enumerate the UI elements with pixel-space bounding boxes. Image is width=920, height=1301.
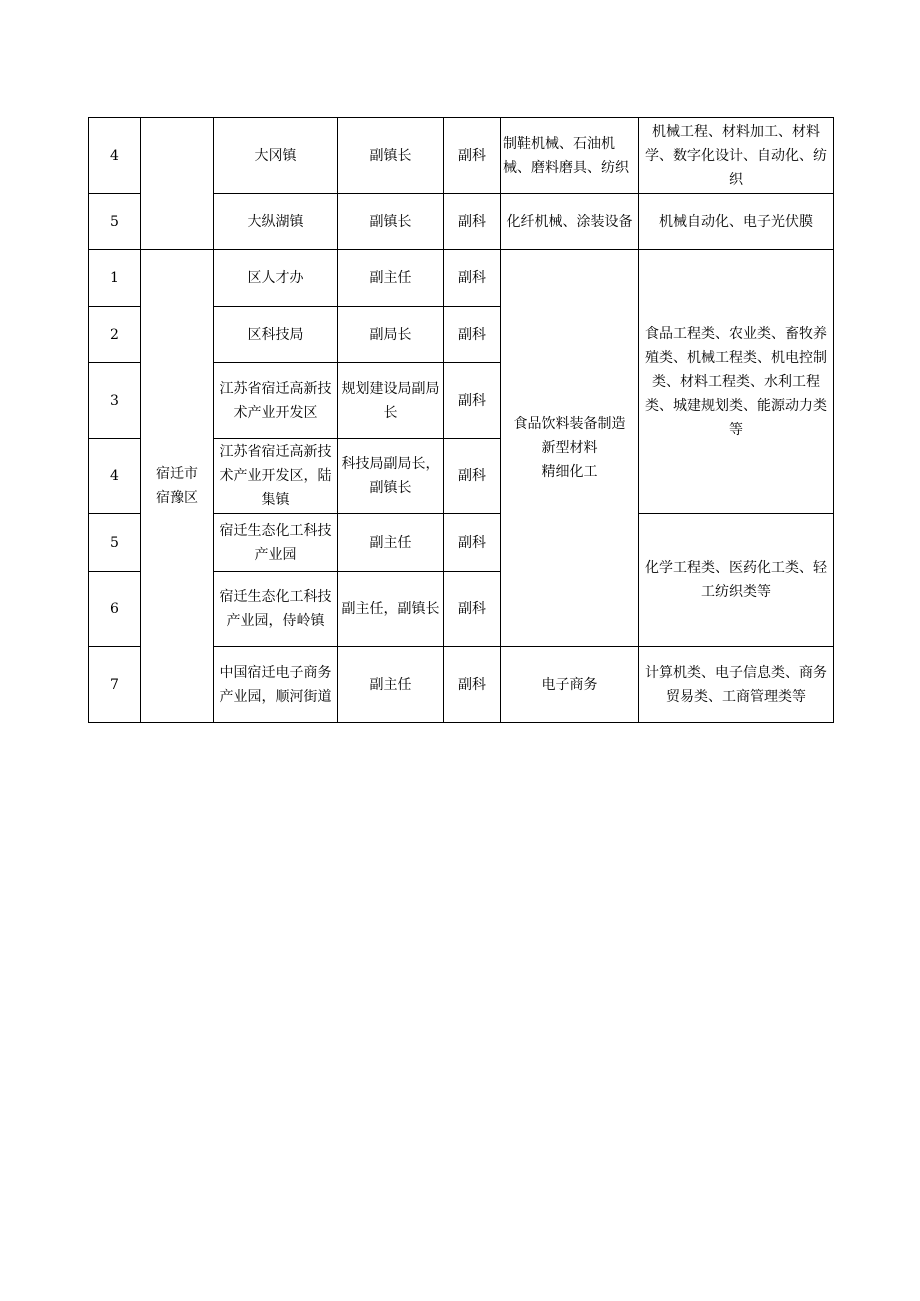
- position-cell: 副主任: [338, 514, 444, 572]
- row-number: 3: [89, 363, 141, 439]
- major-cell: 机械自动化、电子光伏膜: [639, 194, 834, 250]
- unit-cell: 中国宿迁电子商务产业园，顺河街道: [214, 647, 338, 723]
- position-cell: 科技局副局长，副镇长: [338, 439, 444, 514]
- position-cell: 规划建设局副局长: [338, 363, 444, 439]
- industry-group-line: 食品饮料装备制造: [513, 416, 626, 432]
- level-cell: 副科: [444, 572, 501, 647]
- position-cell: 副局长: [338, 307, 444, 363]
- region-cell-empty: [141, 118, 214, 250]
- unit-cell: 宿迁生态化工科技产业园，侍岭镇: [214, 572, 338, 647]
- row-number: 7: [89, 647, 141, 723]
- unit-cell: 区科技局: [214, 307, 338, 363]
- row-number: 4: [89, 439, 141, 514]
- unit-cell: 大冈镇: [214, 118, 338, 194]
- major-cell: 机械工程、材料加工、材料学、数字化设计、自动化、纺织: [639, 118, 834, 194]
- row-number: 1: [89, 250, 141, 307]
- level-cell: 副科: [444, 439, 501, 514]
- major-cell: 计算机类、电子信息类、商务贸易类、工商管理类等: [639, 647, 834, 723]
- industry-cell: 制鞋机械、石油机械、磨料磨具、纺织: [501, 118, 639, 194]
- position-cell: 副主任: [338, 250, 444, 307]
- position-cell: 副主任，副镇长: [338, 572, 444, 647]
- level-cell: 副科: [444, 118, 501, 194]
- unit-cell: 江苏省宿迁高新技术产业开发区，陆集镇: [214, 439, 338, 514]
- position-cell: 副主任: [338, 647, 444, 723]
- industry-cell: 化纤机械、涂装设备: [501, 194, 639, 250]
- major-group-cell: 化学工程类、医药化工类、轻工纺织类等: [639, 514, 834, 647]
- unit-cell: 宿迁生态化工科技产业园: [214, 514, 338, 572]
- row-number: 2: [89, 307, 141, 363]
- region-label: 宿迁市宿豫区: [156, 466, 198, 506]
- unit-cell: 区人才办: [214, 250, 338, 307]
- level-cell: 副科: [444, 307, 501, 363]
- table-row: [89, 250, 834, 307]
- unit-cell: 江苏省宿迁高新技术产业开发区: [214, 363, 338, 439]
- major-group-cell: 食品工程类、农业类、畜牧养殖类、机械工程类、机电控制类、材料工程类、水利工程类、城建规划类、能源动力类等: [639, 250, 834, 514]
- table-row: [89, 118, 834, 194]
- industry-group-line: 新型材料: [541, 440, 598, 456]
- level-cell: 副科: [444, 194, 501, 250]
- level-cell: 副科: [444, 250, 501, 307]
- unit-cell: 大纵湖镇: [214, 194, 338, 250]
- industry-cell: 电子商务: [501, 647, 639, 723]
- row-number: 5: [89, 514, 141, 572]
- row-number: 4: [89, 118, 141, 194]
- level-cell: 副科: [444, 647, 501, 723]
- row-number: 6: [89, 572, 141, 647]
- level-cell: 副科: [444, 363, 501, 439]
- position-cell: 副镇长: [338, 194, 444, 250]
- industry-group-line: 精细化工: [541, 464, 598, 480]
- level-cell: 副科: [444, 514, 501, 572]
- position-table: [88, 117, 834, 723]
- row-number: 5: [89, 194, 141, 250]
- region-cell: [141, 250, 214, 723]
- industry-group-cell: [501, 250, 639, 647]
- position-cell: 副镇长: [338, 118, 444, 194]
